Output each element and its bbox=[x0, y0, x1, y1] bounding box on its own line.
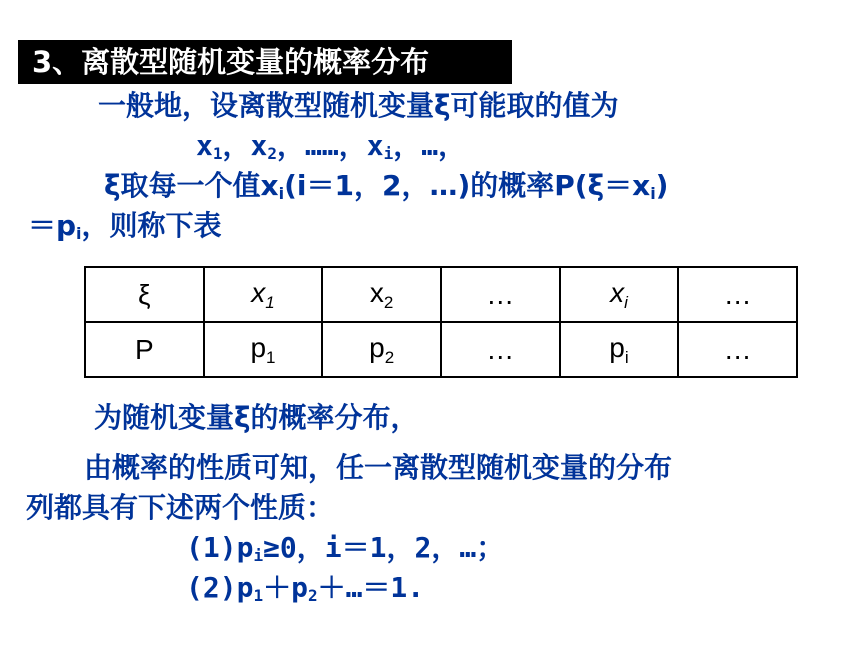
text-segment: ＋…＝1. bbox=[317, 571, 425, 604]
subscript: 1 bbox=[253, 586, 264, 605]
text-segment: ，则称下表 bbox=[81, 209, 222, 242]
subscript: i bbox=[650, 184, 656, 203]
table-cell bbox=[204, 267, 323, 322]
cell-subscript: i bbox=[624, 347, 629, 367]
cell-base: x bbox=[610, 276, 625, 308]
table-cell: … bbox=[678, 322, 797, 377]
x-symbol: x bbox=[250, 129, 268, 162]
intro-line-3 bbox=[104, 164, 668, 204]
property-2 bbox=[186, 566, 424, 606]
cell-subscript: i bbox=[624, 292, 628, 312]
subscript: i bbox=[76, 224, 82, 243]
table-cell bbox=[560, 322, 679, 377]
table-cell: … bbox=[441, 322, 560, 377]
cell-subscript: 1 bbox=[266, 347, 276, 367]
text-segment: (1)p bbox=[186, 531, 254, 564]
text-segment: ＝p bbox=[28, 209, 77, 242]
table-cell-header: P bbox=[85, 322, 204, 377]
text-segment: (i＝1，2，…)的概率P(ξ＝x bbox=[284, 169, 651, 202]
table-cell-header: ξ bbox=[85, 267, 204, 322]
cell-subscript: 1 bbox=[265, 292, 275, 312]
subscript: i bbox=[383, 144, 394, 163]
cell-base: p bbox=[369, 331, 385, 363]
cell-base: x bbox=[369, 276, 384, 308]
property-intro-line-2: 列都具有下述两个性质： bbox=[26, 491, 335, 524]
x-symbol: x bbox=[366, 129, 384, 162]
subscript: i bbox=[253, 546, 264, 565]
subscript: i bbox=[278, 184, 285, 203]
subscript: 2 bbox=[307, 586, 318, 605]
text-segment: ) bbox=[655, 169, 669, 202]
separator: ， bbox=[222, 129, 251, 162]
cell-base: p bbox=[609, 331, 625, 363]
text-segment: ＋p bbox=[263, 571, 308, 604]
subscript: 2 bbox=[267, 144, 278, 163]
table-cell bbox=[560, 267, 679, 322]
subscript: 1 bbox=[212, 144, 223, 163]
text-segment: ≥0，i＝1，2，…； bbox=[263, 531, 505, 564]
cell-subscript: 2 bbox=[384, 347, 395, 367]
cell-subscript: 2 bbox=[383, 292, 394, 312]
table-cell bbox=[322, 322, 441, 377]
property-1 bbox=[186, 526, 504, 566]
intro-line-1: 一般地，设离散型随机变量ξ可能取的值为 bbox=[98, 89, 619, 122]
table-row bbox=[85, 322, 797, 377]
cell-base: p bbox=[250, 331, 267, 363]
separator: ，…， bbox=[393, 129, 467, 162]
x-symbol: x bbox=[196, 129, 213, 162]
distribution-table bbox=[84, 266, 798, 378]
table-cell bbox=[322, 267, 441, 322]
text-segment: (2)p bbox=[186, 571, 254, 604]
intro-line-4 bbox=[28, 204, 222, 244]
values-sequence bbox=[196, 124, 466, 164]
separator: ，……， bbox=[277, 129, 367, 162]
cell-base: x bbox=[251, 276, 266, 308]
table-cell: … bbox=[441, 267, 560, 322]
table-row bbox=[85, 267, 797, 322]
property-intro-line-1: 由概率的性质可知，任一离散型随机变量的分布 bbox=[84, 451, 673, 484]
section-title: 3、离散型随机变量的概率分布 bbox=[18, 40, 512, 84]
text-segment: ξ取每一个值x bbox=[104, 169, 279, 202]
distribution-sentence: 为随机变量ξ的概率分布， bbox=[94, 401, 419, 434]
table-cell bbox=[204, 322, 323, 377]
table-cell: … bbox=[678, 267, 797, 322]
